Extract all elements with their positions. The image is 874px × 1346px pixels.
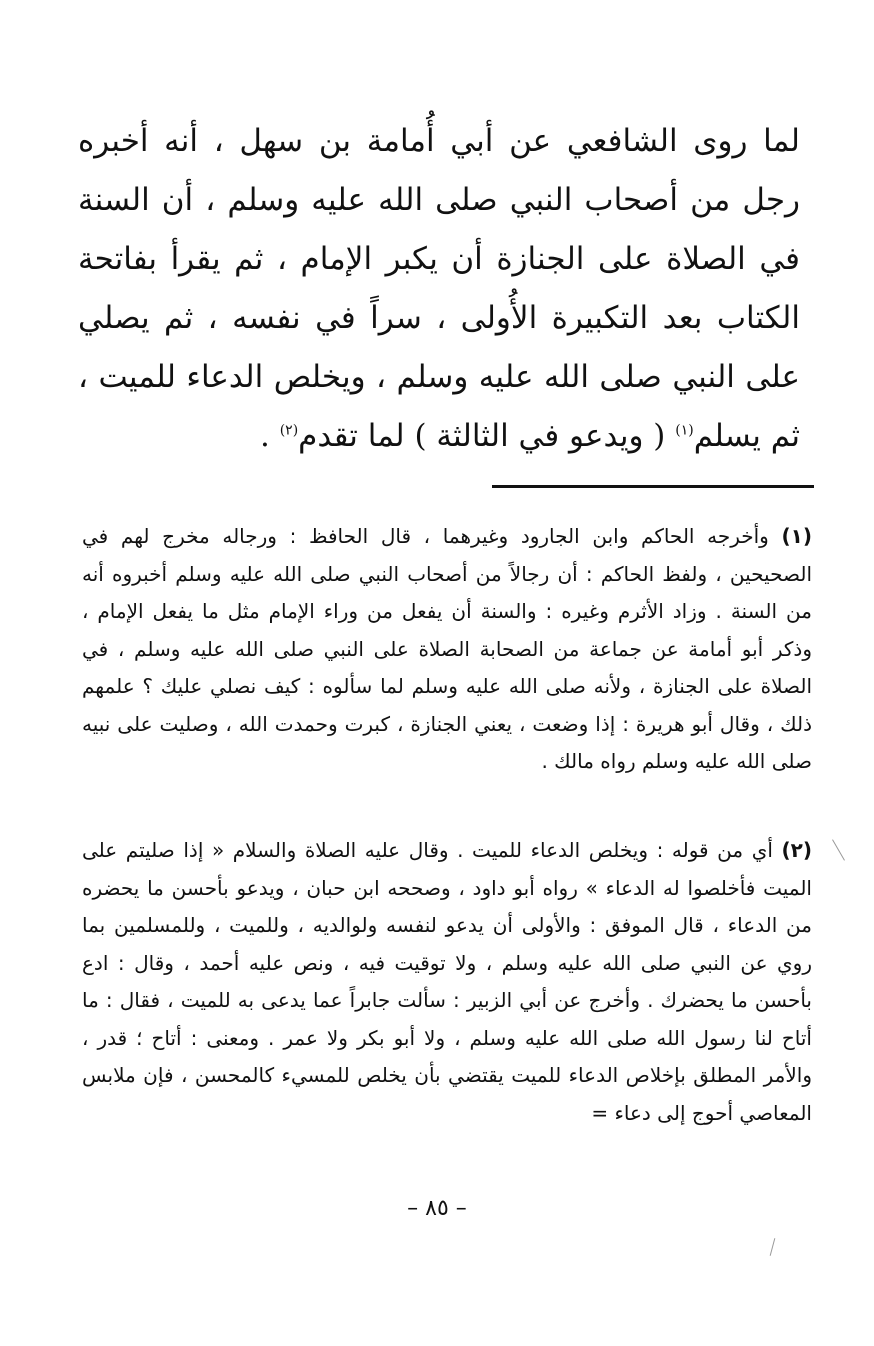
- main-text-block: [78, 112, 800, 466]
- footnote-2-number: (٢): [781, 838, 812, 862]
- scan-artifact-mark: [832, 839, 845, 860]
- main-text-body: لما روى الشافعي عن أبي أُمامة بن سهل ، أنه أخبره رجل من أصحاب النبي صلى الله عليه وسلم ، أن السنة في الصلاة على الجنازة أن يكبر الإمام ، ثم يقرأ بفاتحة الكتاب بعد التكبيرة الأُولى ، سراً في نفسه ، ثم يصلي على النبي صلى الله عليه وسلم ، ويخلص الدعاء للميت ، ثم يسلم: [78, 123, 800, 454]
- footnote-separator-rule: [492, 485, 814, 488]
- footnote-1-number: (١): [781, 524, 812, 548]
- footnote-1-text: وأخرجه الحاكم وابن الجارود وغيرهما ، قال الحافظ : ورجاله مخرج لهم في الصحيحين ، ولفظ الحاكم : أن رجالاً من أصحاب النبي صلى الله عليه وسلم أخبروه أنه من السنة . وزاد الأثرم وغيره : والسنة أن يفعل من وراء الإمام مثل ما يفعل الإمام ، وذكر أبو أمامة عن جماعة من الصحابة الصلاة على النبي صلى الله عليه وسلم ، في الصلاة على الجنازة ، ولأنه صلى الله عليه وسلم لما سألوه : كيف نصلي عليك ؟ علمهم ذلك ، وقال أبو هريرة : إذا وضعت ، يعني الجنازة ، كبرت وحمدت الله ، وصليت على نبيه صلى الله عليه وسلم رواه مالك .: [82, 524, 812, 773]
- footnote-ref-1: (١): [675, 422, 694, 439]
- footnote-2: [82, 832, 812, 1132]
- page-number: – ٨٥ –: [407, 1196, 467, 1221]
- main-text-end: .: [259, 418, 280, 454]
- footnote-2-text: أي من قوله : ويخلص الدعاء للميت . وقال عليه الصلاة والسلام « إذا صليتم على الميت فأخلصوا له الدعاء » رواه أبو داود ، وصححه ابن حبان ، ويدعو بأحسن ما يحضره من الدعاء ، قال الموفق : والأولى أن يدعو لنفسه ولوالديه ، وللميت ، وللمسلمين بما روي عن النبي صلى الله عليه وسلم ، ولا توقيت فيه ، ونص عليه أحمد ، وقال : ادع بأحسن ما يحضرك . وأخرج عن أبي الزبير : سألت جابراً عما يدعى به للميت ، فقال : ما أتاح لنا رسول الله صلى الله عليه وسلم ، ولا أبو بكر ولا عمر . ومعنى : أتاح ؛ قدر ، والأمر المطلق بإخلاص الدعاء للميت يقتضي بأن يخلص للمسيء كالمحسن ، فإن ملابس المعاصي أحوج إلى دعاء =: [82, 838, 812, 1125]
- footnote-1: [82, 518, 812, 781]
- main-text-tail: ( ويدعو في الثالثة ) لما تقدم: [298, 418, 666, 454]
- scan-artifact-mark: [770, 1238, 776, 1256]
- footnote-ref-2: (٢): [279, 422, 299, 439]
